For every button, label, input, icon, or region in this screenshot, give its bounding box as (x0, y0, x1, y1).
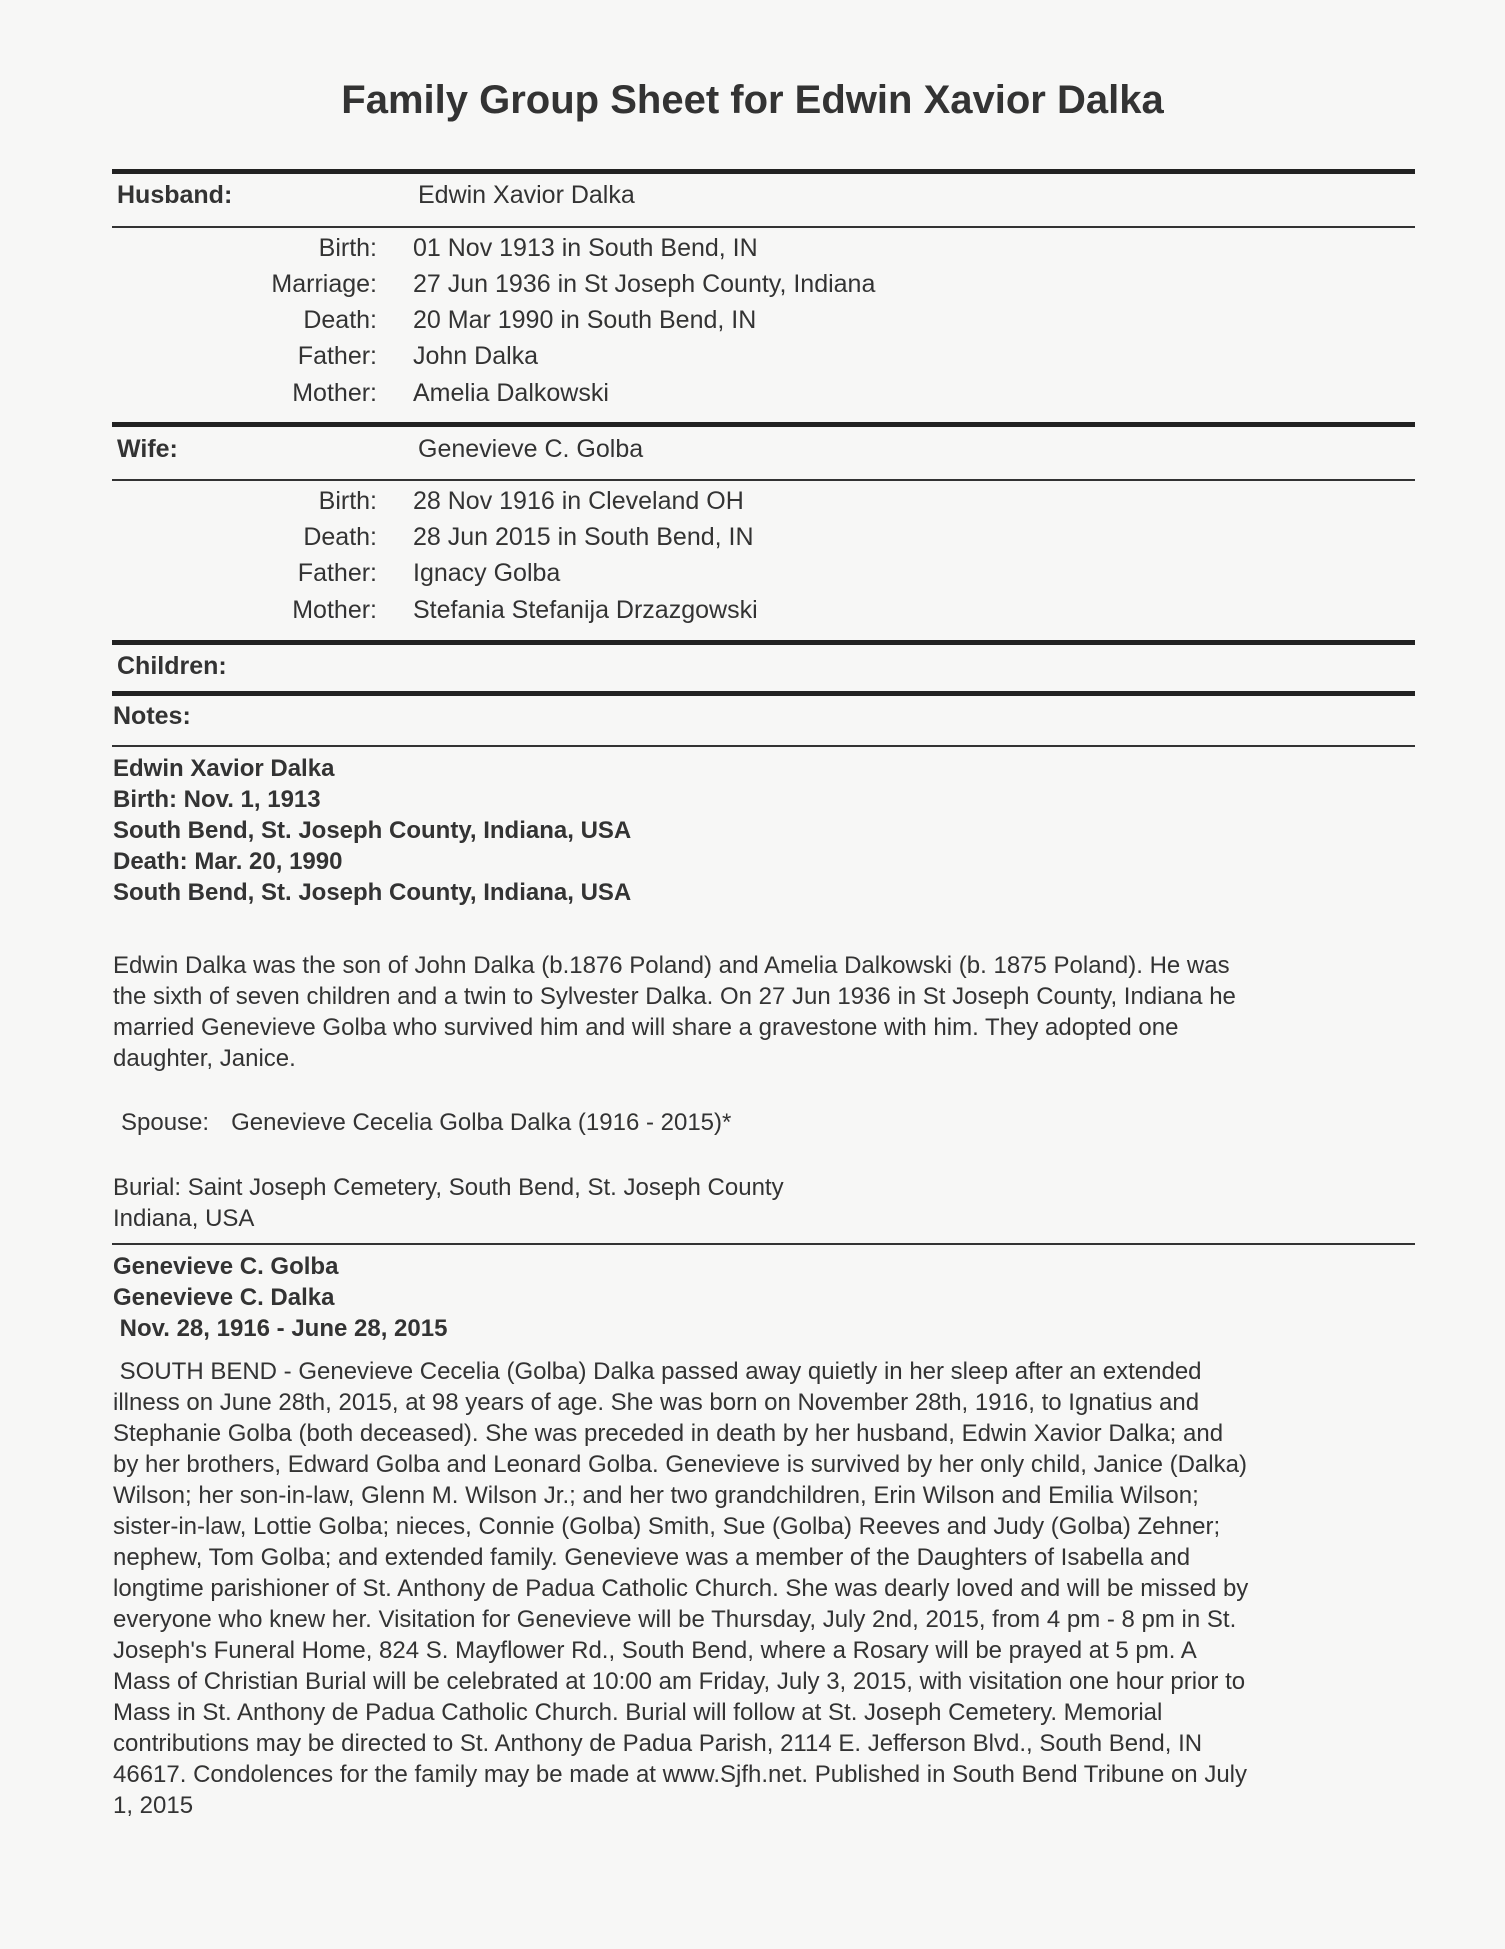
note-line: Genevieve C. Golba (113, 1253, 339, 1280)
page-title: Family Group Sheet for Edwin Xavior Dalka (341, 78, 1164, 122)
note-line: Nov. 28, 1916 - June 28, 2015 (113, 1315, 448, 1342)
obituary-line: Wilson; her son-in-law, Glenn M. Wilson Jr.; and her two grandchildren, Erin Wilson and Emilia Wilson; (113, 1482, 1199, 1509)
burial-line: Indiana, USA (113, 1205, 255, 1232)
fact-value: John Dalka (413, 342, 539, 370)
fact-label: Mother: (292, 596, 377, 624)
fact-value: 20 Mar 1990 in South Bend, IN (413, 306, 757, 334)
obituary-line: by her brothers, Edward Golba and Leonard Golba. Genevieve is survived by her only child, Janice (Dalka) (113, 1451, 1247, 1478)
children-label: Children: (117, 652, 227, 680)
fact-value: Stefania Stefanija Drzazgowski (413, 596, 758, 624)
husband-fact-marriage (0, 270, 1505, 304)
bio-line: Edwin Dalka was the son of John Dalka (b.1876 Poland) and Amelia Dalkowski (b. 1875 Poland). He was (113, 952, 1230, 979)
divider (112, 226, 1415, 228)
edwin-note-header (113, 753, 631, 908)
obituary-line: nephew, Tom Golba; and extended family. Genevieve was a member of the Daughters of Isabella and (113, 1544, 1191, 1571)
wife-fact-death (0, 523, 1505, 557)
obituary-line: Mass of Christian Burial will be celebrated at 10:00 am Friday, July 3, 2015, with visitation one hour prior to (113, 1668, 1246, 1695)
obituary-line: SOUTH BEND - Genevieve Cecelia (Golba) Dalka passed away quietly in her sleep after an extended (113, 1358, 1202, 1385)
wife-fact-father (0, 559, 1505, 593)
note-line: Genevieve C. Dalka (113, 1284, 335, 1311)
fact-value: Amelia Dalkowski (413, 379, 609, 407)
fact-label: Death: (303, 306, 377, 334)
divider (112, 1243, 1415, 1245)
obituary-line: 1, 2015 (113, 1792, 194, 1819)
spouse-line (121, 1109, 731, 1137)
spouse-value: Genevieve Cecelia Golba Dalka (1916 - 2015)* (231, 1109, 732, 1136)
divider (112, 422, 1415, 427)
edwin-burial (113, 1172, 1423, 1234)
divider (112, 745, 1415, 747)
note-line: Death: Mar. 20, 1990 (113, 848, 343, 875)
fact-value: Ignacy Golba (413, 559, 561, 587)
husband-label: Husband: (117, 181, 233, 209)
obituary-line: Stephanie Golba (both deceased). She was preceded in death by her husband, Edwin Xavior Dalka; and (113, 1420, 1224, 1447)
burial-line: Burial: Saint Joseph Cemetery, South Bend, St. Joseph County (113, 1174, 784, 1201)
fact-value: 01 Nov 1913 in South Bend, IN (413, 234, 758, 262)
note-line: Edwin Xavior Dalka (113, 755, 335, 782)
obituary-line: Mass in St. Anthony de Padua Catholic Church. Burial will follow at St. Joseph Cemetery. Memorial (113, 1699, 1163, 1726)
fact-label: Mother: (292, 379, 377, 407)
fact-label: Birth: (318, 234, 377, 262)
obituary-line: illness on June 28th, 2015, at 98 years of age. She was born on November 28th, 1916, to Ignatius and (113, 1389, 1200, 1416)
genevieve-obituary (113, 1356, 1423, 1821)
obituary-line: sister-in-law, Lottie Golba; nieces, Connie (Golba) Smith, Sue (Golba) Reeves and Judy (Golba) Zehner; (113, 1513, 1221, 1540)
fact-value: 27 Jun 1936 in St Joseph County, Indiana (413, 270, 876, 298)
wife-fact-birth (0, 487, 1505, 521)
obituary-line: everyone who knew her. Visitation for Genevieve will be Thursday, July 2nd, 2015, from 4 pm - 8 pm in St. (113, 1606, 1237, 1633)
bio-line: daughter, Janice. (113, 1045, 296, 1072)
fact-label: Marriage: (271, 270, 377, 298)
bio-line: the sixth of seven children and a twin to Sylvester Dalka. On 27 Jun 1936 in St Joseph County, Indiana he (113, 983, 1236, 1010)
wife-fact-mother (0, 596, 1505, 630)
bio-line: married Genevieve Golba who survived him and will share a gravestone with him. They adopted one (113, 1014, 1179, 1041)
divider (112, 640, 1415, 645)
husband-fact-death (0, 306, 1505, 340)
spouse-label: Spouse: (121, 1109, 210, 1136)
obituary-line: contributions may be directed to St. Anthony de Padua Parish, 2114 E. Jefferson Blvd., South Bend, IN (113, 1730, 1203, 1757)
wife-name: Genevieve C. Golba (418, 435, 644, 463)
wife-label: Wife: (117, 435, 178, 463)
edwin-bio (113, 950, 1423, 1074)
fact-value: 28 Nov 1916 in Cleveland OH (413, 487, 744, 515)
obituary-line: 46617. Condolences for the family may be made at www.Sjfh.net. Published in South Bend Tribune on July (113, 1761, 1247, 1788)
husband-fact-birth (0, 234, 1505, 268)
notes-label: Notes: (113, 702, 191, 730)
fact-label: Father: (297, 342, 377, 370)
fact-label: Father: (297, 559, 377, 587)
divider (112, 169, 1415, 174)
note-line: South Bend, St. Joseph County, Indiana, USA (113, 879, 632, 906)
husband-fact-mother (0, 379, 1505, 413)
note-line: Birth: Nov. 1, 1913 (113, 786, 321, 813)
fact-label: Birth: (318, 487, 377, 515)
husband-name: Edwin Xavior Dalka (418, 181, 635, 209)
obituary-line: Joseph's Funeral Home, 824 S. Mayflower Rd., South Bend, where a Rosary will be prayed at 5 pm. A (113, 1637, 1197, 1664)
genevieve-note-header (113, 1251, 447, 1344)
divider (112, 479, 1415, 481)
obituary-line: longtime parishioner of St. Anthony de Padua Catholic Church. She was dearly loved and will be missed by (113, 1575, 1249, 1602)
note-line: South Bend, St. Joseph County, Indiana, USA (113, 817, 632, 844)
husband-fact-father (0, 342, 1505, 376)
fact-label: Death: (303, 523, 377, 551)
divider (112, 691, 1415, 696)
fact-value: 28 Jun 2015 in South Bend, IN (413, 523, 754, 551)
